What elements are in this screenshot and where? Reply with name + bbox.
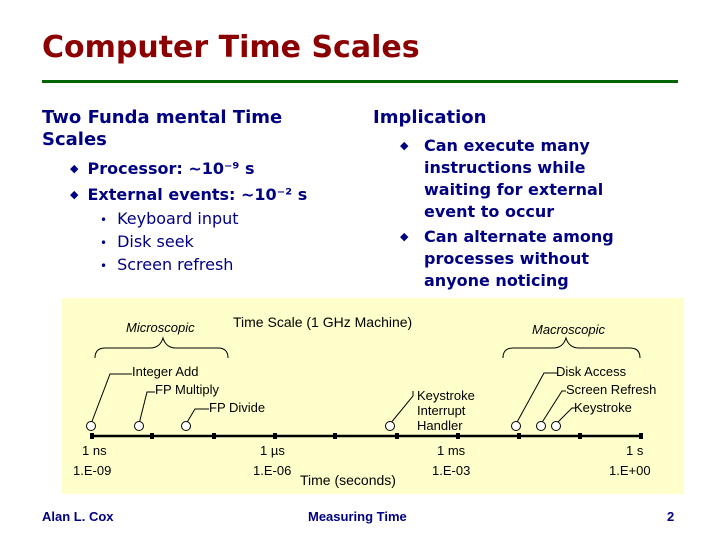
- dot-bullet-icon: •: [100, 213, 108, 227]
- event-marker: [135, 422, 144, 431]
- axis-tick: [150, 433, 154, 439]
- integer-add-label: Integer Add: [132, 364, 199, 379]
- screen-refresh-leader: [541, 391, 566, 424]
- integer-add-leader: [91, 374, 132, 424]
- page-number: 2: [667, 509, 675, 524]
- screen-refresh-label: Screen Refresh: [566, 382, 657, 397]
- tick-value-1e-06: 1.E-06: [253, 463, 292, 478]
- diamond-bullet-icon: ◆: [400, 230, 409, 243]
- event-marker: [512, 422, 521, 431]
- fp-multiply-label: FP Multiply: [155, 382, 220, 397]
- keystroke-label: Keystroke: [574, 400, 632, 415]
- event-marker: [552, 422, 561, 431]
- keystroke-leader: [556, 408, 576, 424]
- tick-value-1e-03: 1.E-03: [432, 463, 471, 478]
- disk-access-leader: [516, 373, 558, 424]
- fp-multiply-leader: [139, 392, 155, 424]
- right-heading: Implication: [373, 107, 487, 128]
- tick-label-1us: 1 µs: [260, 443, 285, 458]
- implication-line: instructions while: [424, 158, 586, 177]
- axis-tick: [273, 433, 277, 439]
- implication-line: Can execute many: [424, 136, 590, 155]
- time-scale-title: Time Scale (1 GHz Machine): [233, 314, 413, 330]
- implication-line: anyone noticing: [424, 271, 569, 290]
- dot-bullet-icon: •: [100, 259, 108, 273]
- diamond-bullet-icon: ◆: [70, 162, 79, 175]
- sub-bullet-text: Disk seek: [117, 232, 194, 251]
- event-marker: [182, 422, 191, 431]
- macroscopic-brace: [503, 338, 640, 358]
- axis-tick: [456, 433, 460, 439]
- bullet-text: External events: ~10⁻² s: [87, 185, 308, 204]
- left-heading-line-1: Two Funda mental Time: [42, 107, 283, 128]
- event-marker: [386, 422, 395, 431]
- keystroke-handler-leader: [390, 391, 413, 424]
- disk-access-label: Disk Access: [556, 364, 627, 379]
- tick-label-1ms: 1 ms: [437, 443, 466, 458]
- sub-bullet-text: Screen refresh: [117, 255, 234, 274]
- footer-author: Alan L. Cox: [42, 509, 114, 524]
- label-line: Handler: [417, 418, 463, 433]
- keystroke-interrupt-handler-label: [417, 388, 475, 433]
- bullet-text: Processor: ~10⁻⁹ s: [87, 159, 255, 178]
- diamond-bullet-icon: ◆: [70, 188, 79, 201]
- microscopic-brace: [95, 338, 228, 358]
- macroscopic-label: Macroscopic: [532, 322, 605, 337]
- axis-tick: [517, 433, 521, 439]
- axis-tick: [90, 433, 94, 439]
- event-marker: [537, 422, 546, 431]
- slide-title: Computer Time Scales: [42, 30, 420, 65]
- event-marker: [87, 422, 96, 431]
- fp-divide-leader: [186, 409, 209, 424]
- dot-bullet-icon: •: [100, 236, 108, 250]
- tick-value-1e00: 1.E+00: [609, 463, 651, 478]
- label-line: Interrupt: [417, 403, 466, 418]
- time-axis-label: Time (seconds): [300, 472, 396, 488]
- footer-title: Measuring Time: [308, 509, 407, 524]
- implication-line: waiting for external: [424, 180, 604, 199]
- axis-tick: [578, 433, 582, 439]
- implication-line: Can alternate among: [424, 227, 614, 246]
- left-heading-line-2: Scales: [42, 129, 107, 150]
- axis-tick: [212, 433, 216, 439]
- implication-line: processes without: [424, 249, 589, 268]
- implication-line: event to occur: [424, 202, 555, 221]
- label-line: Keystroke: [417, 388, 475, 403]
- fp-divide-label: FP Divide: [209, 400, 266, 415]
- axis-tick: [639, 433, 643, 439]
- axis-tick: [395, 433, 399, 439]
- diamond-bullet-icon: ◆: [400, 139, 409, 152]
- axis-tick: [333, 433, 337, 439]
- microscopic-label: Microscopic: [126, 320, 195, 335]
- sub-bullet-text: Keyboard input: [117, 209, 239, 228]
- tick-label-1s: 1 s: [626, 443, 644, 458]
- tick-value-1e-09: 1.E-09: [73, 463, 112, 478]
- tick-label-1ns: 1 ns: [82, 443, 107, 458]
